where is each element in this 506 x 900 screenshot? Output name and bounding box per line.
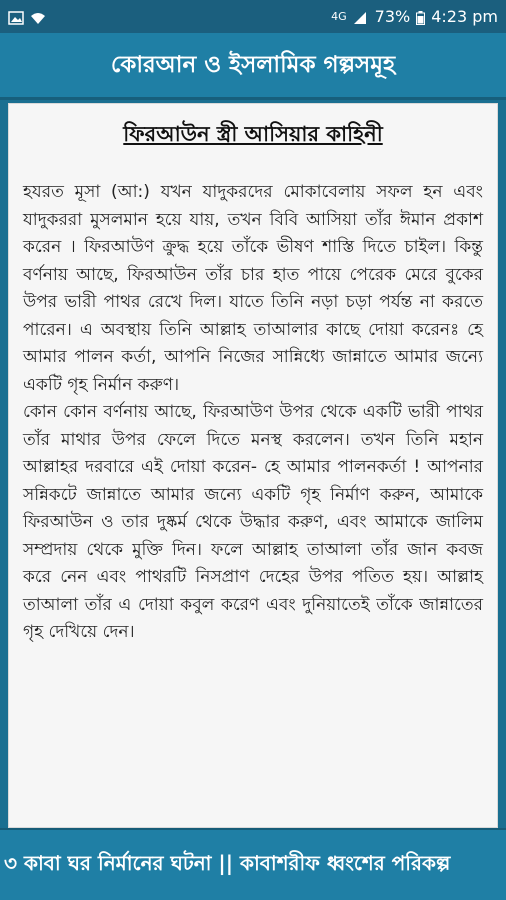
status-bar	[0, 0, 506, 33]
gallery-icon	[8, 10, 24, 24]
app-bar	[0, 33, 506, 100]
battery-percent: 73%	[374, 7, 411, 26]
story-paragraph-1: হযরত মূসা (আ:) যখন যাদুকরদের মোকাবেলায় সফল হন এবং যাদুকররা মুসলমান হয়ে যায়, তখন বিবি আসিয়া তাঁর ঈমান প্রকাশ করেন । ফিরআউণ ক্রুদ্ধ হয়ে তাঁকে ভীষণ শাস্তি দিতে চাইল। কিন্তু বর্ণনায় আছে, ফিরআউন তাঁর চার হাত পায়ে পেরেক মেরে বুকের উপর ভারী পাথর রেখে দিল। যাতে তিনি নড়া চড়া পর্যন্ত না করতে পারেন। এ অবস্থায় তিনি আল্লাহ তাআলার কাছে দোয়া করেনঃ হে আমার পালন কর্তা, আপনি নিজের সান্নিধ্যে জান্নাতে আমার জন্যে একটি গৃহ নির্মান করুণ।	[23, 182, 483, 395]
story-paragraph-2: কোন কোন বর্ণনায় আছে, ফিরআউণ উপর থেকে একটি ভারী পাথর তাঁর মাথার উপর ফেলে দিতে মনস্থ করলেন। তখন তিনি মহান আল্লাহর দরবারে এই দোয়া করেন- হে আমার পালনকর্তা ! আপনার সন্নিকটে জান্নাতে আমার জন্যে একটি গৃহ নির্মাণ করুন, আমাকে ফিরআউন ও তার দুষ্কর্ম থেকে উদ্ধার করুণ, এবং আমাকে জালিম সম্প্রদায় থেকে মুক্তি দিন। ফলে আল্লাহ তাআলা তাঁর জান কবজ করে নেন এবং পাথরটি নিসপ্রাণ দেহের উপর পতিত হয়। আল্লাহ তাআলা তাঁর এ দোয়া কবুল করেণ এবং দুনিয়াতেই তাঁকে জান্নাতের গৃহ দেখিয়ে দেন।	[23, 402, 483, 642]
status-right	[331, 7, 498, 26]
signal-icon	[353, 10, 369, 24]
story-content[interactable]	[8, 103, 498, 828]
wifi-icon	[30, 10, 46, 24]
marquee-text: ৩ কাবা ঘর নির্মানের ঘটনা || কাবাশরীফ ধ্বংশের পরিকল্প	[4, 850, 451, 875]
clock: 4:23 pm	[431, 7, 498, 26]
status-left	[8, 10, 46, 24]
network-indicator: 4G	[331, 10, 347, 23]
battery-icon	[416, 10, 425, 24]
marquee-bar[interactable]	[0, 828, 506, 900]
app-title: কোরআন ও ইসলামিক গল্পসমূহ	[110, 51, 396, 78]
story-title: ফিরআউন স্ত্রী আসিয়ার কাহিনী	[123, 122, 383, 146]
